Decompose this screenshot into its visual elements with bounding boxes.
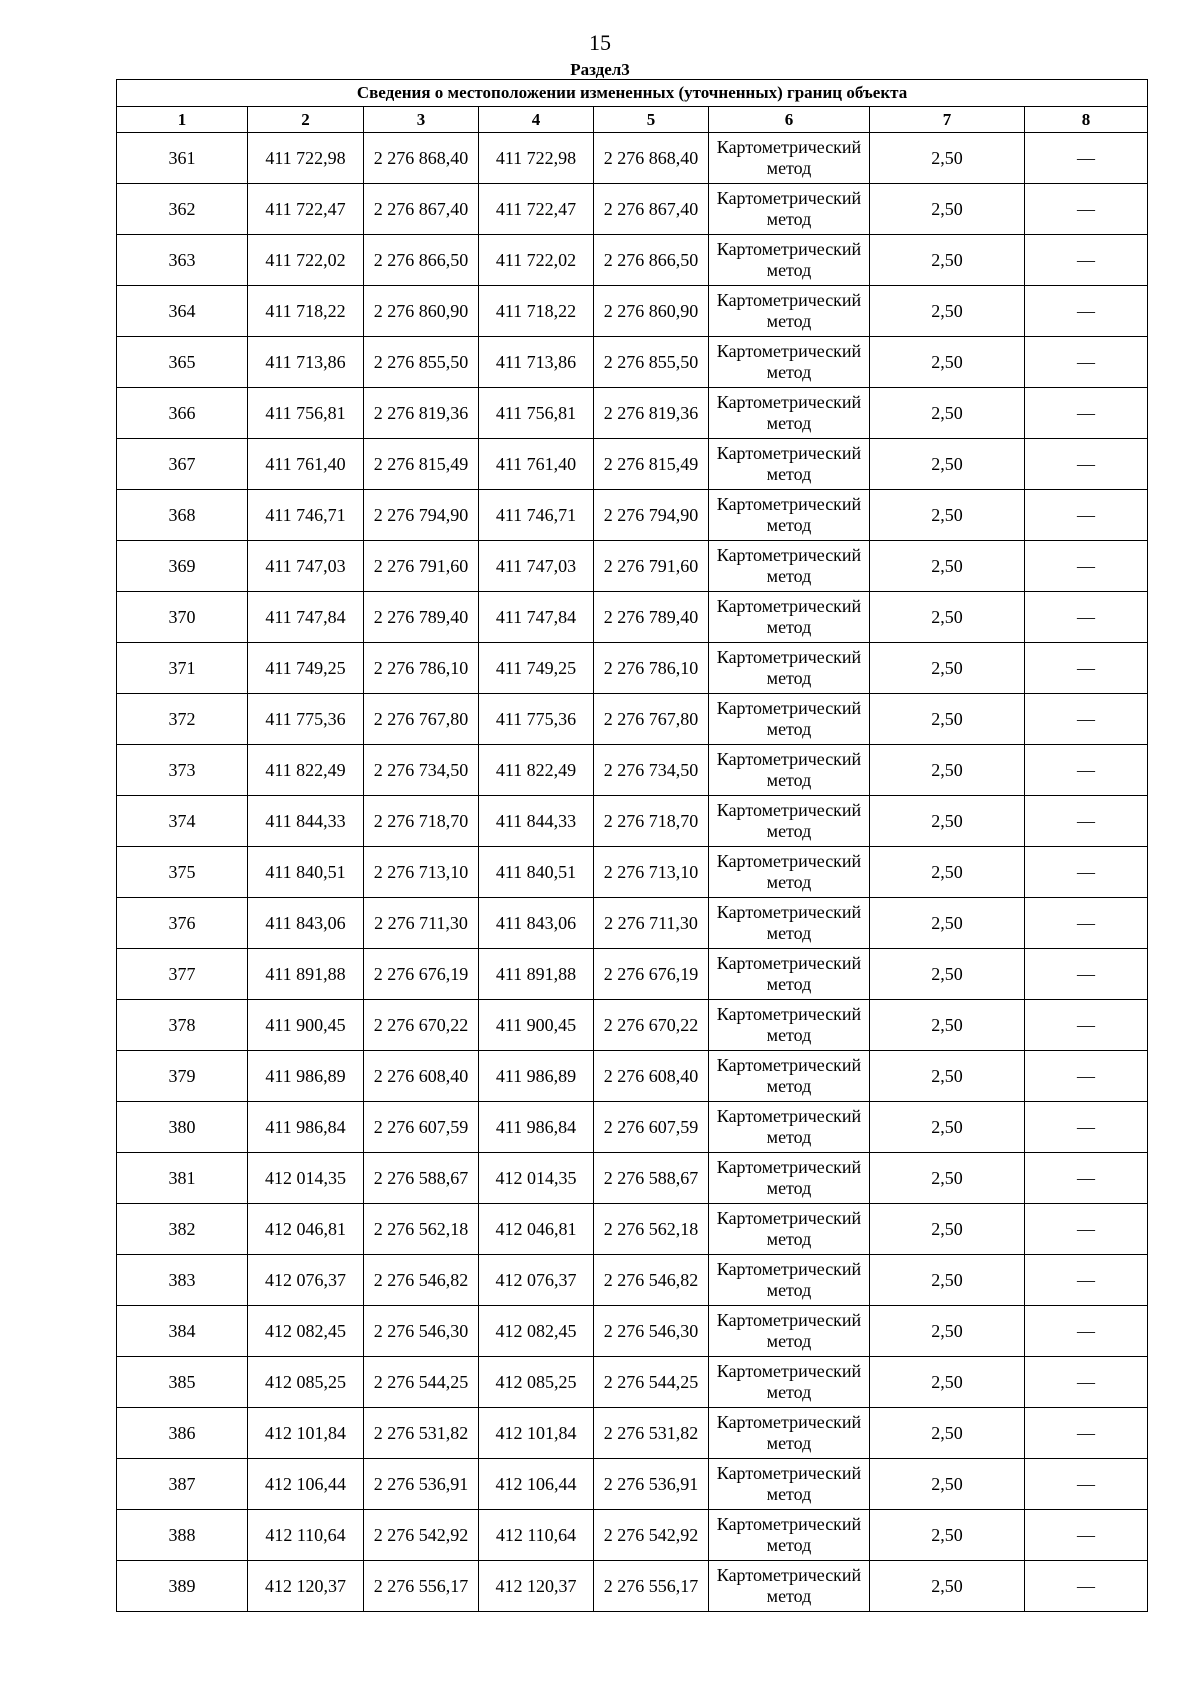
accuracy-cell: 2,50 (870, 643, 1025, 694)
coordinate-cell: 411 746,71 (479, 490, 594, 541)
coordinate-cell: 2 276 794,90 (594, 490, 709, 541)
method-cell: Картометрический метод (709, 235, 870, 286)
note-cell: — (1025, 1000, 1148, 1051)
coordinate-cell: 411 986,84 (248, 1102, 364, 1153)
method-cell: Картометрический метод (709, 337, 870, 388)
accuracy-cell: 2,50 (870, 1459, 1025, 1510)
coordinate-cell: 411 986,89 (479, 1051, 594, 1102)
coordinate-cell: 2 276 868,40 (364, 133, 479, 184)
note-cell: — (1025, 1204, 1148, 1255)
coordinate-cell: 2 276 789,40 (364, 592, 479, 643)
coordinate-cell: 412 085,25 (479, 1357, 594, 1408)
accuracy-cell: 2,50 (870, 1357, 1025, 1408)
method-cell: Картометрический метод (709, 1408, 870, 1459)
coordinate-cell: 2 276 608,40 (594, 1051, 709, 1102)
coordinate-cell: 411 891,88 (479, 949, 594, 1000)
method-cell: Картометрический метод (709, 1153, 870, 1204)
note-cell: — (1025, 1102, 1148, 1153)
coordinate-cell: 411 747,84 (248, 592, 364, 643)
table-row (117, 1102, 1148, 1153)
accuracy-cell: 2,50 (870, 949, 1025, 1000)
table-row (117, 1204, 1148, 1255)
point-number-cell: 382 (117, 1204, 248, 1255)
note-cell: — (1025, 184, 1148, 235)
table-caption: Сведения о местоположении измененных (уточненных) границ объекта (117, 80, 1148, 107)
coordinate-cell: 2 276 855,50 (594, 337, 709, 388)
table-row (117, 490, 1148, 541)
coordinate-cell: 2 276 546,30 (364, 1306, 479, 1357)
coordinate-cell: 2 276 791,60 (364, 541, 479, 592)
coordinate-cell: 411 722,02 (479, 235, 594, 286)
point-number-cell: 364 (117, 286, 248, 337)
coordinate-cell: 412 014,35 (479, 1153, 594, 1204)
table-row (117, 745, 1148, 796)
coordinate-cell: 2 276 867,40 (594, 184, 709, 235)
accuracy-cell: 2,50 (870, 1306, 1025, 1357)
table-row (117, 337, 1148, 388)
table-row (117, 1153, 1148, 1204)
point-number-cell: 388 (117, 1510, 248, 1561)
accuracy-cell: 2,50 (870, 694, 1025, 745)
method-cell: Картометрический метод (709, 1102, 870, 1153)
note-cell: — (1025, 949, 1148, 1000)
coordinate-cell: 2 276 542,92 (594, 1510, 709, 1561)
note-cell: — (1025, 1459, 1148, 1510)
coordinate-cell: 2 276 815,49 (594, 439, 709, 490)
coordinate-cell: 2 276 562,18 (594, 1204, 709, 1255)
coordinate-cell: 412 076,37 (479, 1255, 594, 1306)
table-row (117, 133, 1148, 184)
accuracy-cell: 2,50 (870, 1153, 1025, 1204)
coordinate-cell: 412 046,81 (479, 1204, 594, 1255)
coordinate-cell: 411 747,84 (479, 592, 594, 643)
accuracy-cell: 2,50 (870, 1051, 1025, 1102)
coordinate-cell: 2 276 607,59 (364, 1102, 479, 1153)
note-cell: — (1025, 643, 1148, 694)
coordinate-cell: 2 276 734,50 (594, 745, 709, 796)
coordinate-cell: 412 082,45 (479, 1306, 594, 1357)
accuracy-cell: 2,50 (870, 1561, 1025, 1612)
coordinate-cell: 411 722,02 (248, 235, 364, 286)
accuracy-cell: 2,50 (870, 490, 1025, 541)
table-row (117, 847, 1148, 898)
table-row (117, 1051, 1148, 1102)
coordinate-cell: 2 276 713,10 (364, 847, 479, 898)
method-cell: Картометрический метод (709, 439, 870, 490)
coordinate-cell: 411 761,40 (479, 439, 594, 490)
coordinate-cell: 412 106,44 (479, 1459, 594, 1510)
point-number-cell: 383 (117, 1255, 248, 1306)
coordinate-cell: 2 276 718,70 (594, 796, 709, 847)
coordinate-cell: 2 276 588,67 (594, 1153, 709, 1204)
coordinate-cell: 412 110,64 (248, 1510, 364, 1561)
coordinate-cell: 412 120,37 (248, 1561, 364, 1612)
note-cell: — (1025, 541, 1148, 592)
accuracy-cell: 2,50 (870, 439, 1025, 490)
coordinate-cell: 2 276 562,18 (364, 1204, 479, 1255)
coordinate-cell: 2 276 819,36 (594, 388, 709, 439)
table-row (117, 898, 1148, 949)
coordinate-cell: 2 276 544,25 (364, 1357, 479, 1408)
table-row (117, 1459, 1148, 1510)
coordinate-cell: 411 891,88 (248, 949, 364, 1000)
coordinate-cell: 2 276 531,82 (364, 1408, 479, 1459)
note-cell: — (1025, 1255, 1148, 1306)
coordinate-cell: 411 722,98 (248, 133, 364, 184)
coordinate-cell: 2 276 608,40 (364, 1051, 479, 1102)
table-row (117, 796, 1148, 847)
coordinate-cell: 2 276 867,40 (364, 184, 479, 235)
table-row (117, 643, 1148, 694)
table-row (117, 1510, 1148, 1561)
table-row (117, 592, 1148, 643)
coordinate-cell: 411 722,47 (479, 184, 594, 235)
accuracy-cell: 2,50 (870, 235, 1025, 286)
table-row (117, 1357, 1148, 1408)
accuracy-cell: 2,50 (870, 184, 1025, 235)
coordinate-cell: 411 986,89 (248, 1051, 364, 1102)
accuracy-cell: 2,50 (870, 592, 1025, 643)
method-cell: Картометрический метод (709, 1357, 870, 1408)
coordinate-cell: 411 761,40 (248, 439, 364, 490)
point-number-cell: 368 (117, 490, 248, 541)
coordinate-cell: 2 276 531,82 (594, 1408, 709, 1459)
accuracy-cell: 2,50 (870, 796, 1025, 847)
note-cell: — (1025, 745, 1148, 796)
accuracy-cell: 2,50 (870, 1204, 1025, 1255)
point-number-cell: 366 (117, 388, 248, 439)
column-number-row (117, 107, 1148, 133)
accuracy-cell: 2,50 (870, 1000, 1025, 1051)
table-row (117, 541, 1148, 592)
point-number-cell: 361 (117, 133, 248, 184)
column-number: 8 (1025, 107, 1148, 133)
point-number-cell: 389 (117, 1561, 248, 1612)
coordinate-cell: 412 120,37 (479, 1561, 594, 1612)
point-number-cell: 377 (117, 949, 248, 1000)
point-number-cell: 380 (117, 1102, 248, 1153)
table-row (117, 286, 1148, 337)
coordinate-cell: 2 276 794,90 (364, 490, 479, 541)
coordinate-cell: 2 276 542,92 (364, 1510, 479, 1561)
note-cell: — (1025, 1357, 1148, 1408)
note-cell: — (1025, 235, 1148, 286)
column-number: 1 (117, 107, 248, 133)
table-row (117, 1000, 1148, 1051)
method-cell: Картометрический метод (709, 541, 870, 592)
accuracy-cell: 2,50 (870, 898, 1025, 949)
note-cell: — (1025, 286, 1148, 337)
point-number-cell: 378 (117, 1000, 248, 1051)
coordinate-cell: 411 986,84 (479, 1102, 594, 1153)
method-cell: Картометрический метод (709, 133, 870, 184)
coordinate-cell: 411 775,36 (248, 694, 364, 745)
coordinate-cell: 2 276 789,40 (594, 592, 709, 643)
method-cell: Картометрический метод (709, 1459, 870, 1510)
accuracy-cell: 2,50 (870, 745, 1025, 796)
coordinate-cell: 2 276 546,30 (594, 1306, 709, 1357)
table-body (117, 133, 1148, 1612)
table-row (117, 1306, 1148, 1357)
point-number-cell: 369 (117, 541, 248, 592)
method-cell: Картометрический метод (709, 643, 870, 694)
accuracy-cell: 2,50 (870, 1510, 1025, 1561)
coordinate-cell: 411 840,51 (479, 847, 594, 898)
coordinate-cell: 411 713,86 (479, 337, 594, 388)
coordinate-cell: 412 085,25 (248, 1357, 364, 1408)
method-cell: Картометрический метод (709, 1204, 870, 1255)
coordinate-cell: 2 276 546,82 (594, 1255, 709, 1306)
coordinate-cell: 2 276 819,36 (364, 388, 479, 439)
method-cell: Картометрический метод (709, 1561, 870, 1612)
table-row (117, 1561, 1148, 1612)
coordinate-cell: 411 822,49 (248, 745, 364, 796)
point-number-cell: 372 (117, 694, 248, 745)
point-number-cell: 387 (117, 1459, 248, 1510)
boundary-table (116, 79, 1148, 1612)
coordinate-cell: 411 747,03 (479, 541, 594, 592)
method-cell: Картометрический метод (709, 184, 870, 235)
method-cell: Картометрический метод (709, 1510, 870, 1561)
coordinate-cell: 411 718,22 (479, 286, 594, 337)
coordinate-cell: 2 276 546,82 (364, 1255, 479, 1306)
coordinate-cell: 411 756,81 (248, 388, 364, 439)
note-cell: — (1025, 592, 1148, 643)
method-cell: Картометрический метод (709, 1051, 870, 1102)
coordinate-cell: 2 276 670,22 (364, 1000, 479, 1051)
method-cell: Картометрический метод (709, 694, 870, 745)
note-cell: — (1025, 1306, 1148, 1357)
coordinate-cell: 2 276 815,49 (364, 439, 479, 490)
coordinate-cell: 2 276 767,80 (594, 694, 709, 745)
coordinate-cell: 2 276 607,59 (594, 1102, 709, 1153)
coordinate-cell: 411 713,86 (248, 337, 364, 388)
point-number-cell: 362 (117, 184, 248, 235)
table-row (117, 1255, 1148, 1306)
coordinate-cell: 411 900,45 (479, 1000, 594, 1051)
coordinate-cell: 2 276 791,60 (594, 541, 709, 592)
coordinate-cell: 2 276 860,90 (364, 286, 479, 337)
column-number: 6 (709, 107, 870, 133)
coordinate-cell: 412 046,81 (248, 1204, 364, 1255)
coordinate-cell: 411 718,22 (248, 286, 364, 337)
note-cell: — (1025, 694, 1148, 745)
accuracy-cell: 2,50 (870, 133, 1025, 184)
table-row (117, 184, 1148, 235)
method-cell: Картометрический метод (709, 592, 870, 643)
table-row (117, 1408, 1148, 1459)
coordinate-cell: 2 276 711,30 (364, 898, 479, 949)
coordinate-cell: 2 276 670,22 (594, 1000, 709, 1051)
accuracy-cell: 2,50 (870, 1408, 1025, 1459)
point-number-cell: 365 (117, 337, 248, 388)
table-row (117, 694, 1148, 745)
point-number-cell: 367 (117, 439, 248, 490)
coordinate-cell: 2 276 536,91 (364, 1459, 479, 1510)
coordinate-cell: 2 276 767,80 (364, 694, 479, 745)
coordinate-cell: 2 276 866,50 (594, 235, 709, 286)
coordinate-cell: 2 276 676,19 (594, 949, 709, 1000)
method-cell: Картометрический метод (709, 1000, 870, 1051)
point-number-cell: 370 (117, 592, 248, 643)
note-cell: — (1025, 898, 1148, 949)
coordinate-cell: 2 276 711,30 (594, 898, 709, 949)
coordinate-cell: 411 843,06 (248, 898, 364, 949)
point-number-cell: 376 (117, 898, 248, 949)
point-number-cell: 375 (117, 847, 248, 898)
coordinate-cell: 2 276 868,40 (594, 133, 709, 184)
accuracy-cell: 2,50 (870, 541, 1025, 592)
note-cell: — (1025, 133, 1148, 184)
method-cell: Картометрический метод (709, 847, 870, 898)
coordinate-cell: 2 276 786,10 (594, 643, 709, 694)
method-cell: Картометрический метод (709, 286, 870, 337)
method-cell: Картометрический метод (709, 1306, 870, 1357)
coordinate-cell: 411 722,47 (248, 184, 364, 235)
table-row (117, 949, 1148, 1000)
coordinate-cell: 2 276 544,25 (594, 1357, 709, 1408)
coordinate-cell: 411 843,06 (479, 898, 594, 949)
coordinate-cell: 412 106,44 (248, 1459, 364, 1510)
column-number: 7 (870, 107, 1025, 133)
point-number-cell: 381 (117, 1153, 248, 1204)
coordinate-cell: 2 276 786,10 (364, 643, 479, 694)
coordinate-cell: 411 746,71 (248, 490, 364, 541)
table-row (117, 235, 1148, 286)
column-number: 4 (479, 107, 594, 133)
accuracy-cell: 2,50 (870, 286, 1025, 337)
coordinate-cell: 2 276 556,17 (364, 1561, 479, 1612)
coordinate-cell: 411 840,51 (248, 847, 364, 898)
note-cell: — (1025, 1408, 1148, 1459)
page-number: 15 (589, 30, 611, 55)
coordinate-cell: 2 276 588,67 (364, 1153, 479, 1204)
note-cell: — (1025, 1561, 1148, 1612)
coordinate-cell: 411 749,25 (248, 643, 364, 694)
section-title: Раздел3 (570, 60, 630, 79)
note-cell: — (1025, 1153, 1148, 1204)
accuracy-cell: 2,50 (870, 337, 1025, 388)
coordinate-cell: 2 276 718,70 (364, 796, 479, 847)
note-cell: — (1025, 490, 1148, 541)
note-cell: — (1025, 796, 1148, 847)
coordinate-cell: 412 110,64 (479, 1510, 594, 1561)
point-number-cell: 363 (117, 235, 248, 286)
coordinate-cell: 2 276 860,90 (594, 286, 709, 337)
point-number-cell: 373 (117, 745, 248, 796)
method-cell: Картометрический метод (709, 490, 870, 541)
method-cell: Картометрический метод (709, 1255, 870, 1306)
coordinate-cell: 2 276 713,10 (594, 847, 709, 898)
coordinate-cell: 411 844,33 (479, 796, 594, 847)
coordinate-cell: 412 101,84 (479, 1408, 594, 1459)
note-cell: — (1025, 1051, 1148, 1102)
point-number-cell: 374 (117, 796, 248, 847)
method-cell: Картометрический метод (709, 745, 870, 796)
coordinate-cell: 411 756,81 (479, 388, 594, 439)
note-cell: — (1025, 337, 1148, 388)
point-number-cell: 385 (117, 1357, 248, 1408)
coordinate-cell: 412 076,37 (248, 1255, 364, 1306)
column-number: 3 (364, 107, 479, 133)
accuracy-cell: 2,50 (870, 847, 1025, 898)
point-number-cell: 386 (117, 1408, 248, 1459)
note-cell: — (1025, 388, 1148, 439)
coordinate-cell: 411 900,45 (248, 1000, 364, 1051)
coordinate-cell: 2 276 866,50 (364, 235, 479, 286)
method-cell: Картометрический метод (709, 796, 870, 847)
coordinate-cell: 2 276 536,91 (594, 1459, 709, 1510)
coordinate-cell: 411 775,36 (479, 694, 594, 745)
coordinate-cell: 411 722,98 (479, 133, 594, 184)
method-cell: Картометрический метод (709, 388, 870, 439)
table-row (117, 439, 1148, 490)
coordinate-cell: 412 014,35 (248, 1153, 364, 1204)
accuracy-cell: 2,50 (870, 1102, 1025, 1153)
coordinate-cell: 2 276 556,17 (594, 1561, 709, 1612)
coordinate-cell: 2 276 676,19 (364, 949, 479, 1000)
coordinate-cell: 2 276 855,50 (364, 337, 479, 388)
note-cell: — (1025, 847, 1148, 898)
coordinate-cell: 411 844,33 (248, 796, 364, 847)
method-cell: Картометрический метод (709, 898, 870, 949)
coordinate-cell: 411 822,49 (479, 745, 594, 796)
note-cell: — (1025, 439, 1148, 490)
point-number-cell: 384 (117, 1306, 248, 1357)
coordinate-cell: 411 749,25 (479, 643, 594, 694)
coordinate-cell: 412 082,45 (248, 1306, 364, 1357)
coordinate-cell: 2 276 734,50 (364, 745, 479, 796)
note-cell: — (1025, 1510, 1148, 1561)
method-cell: Картометрический метод (709, 949, 870, 1000)
table-row (117, 388, 1148, 439)
coordinate-cell: 412 101,84 (248, 1408, 364, 1459)
coordinate-cell: 411 747,03 (248, 541, 364, 592)
accuracy-cell: 2,50 (870, 1255, 1025, 1306)
column-number: 5 (594, 107, 709, 133)
column-number: 2 (248, 107, 364, 133)
point-number-cell: 379 (117, 1051, 248, 1102)
point-number-cell: 371 (117, 643, 248, 694)
accuracy-cell: 2,50 (870, 388, 1025, 439)
